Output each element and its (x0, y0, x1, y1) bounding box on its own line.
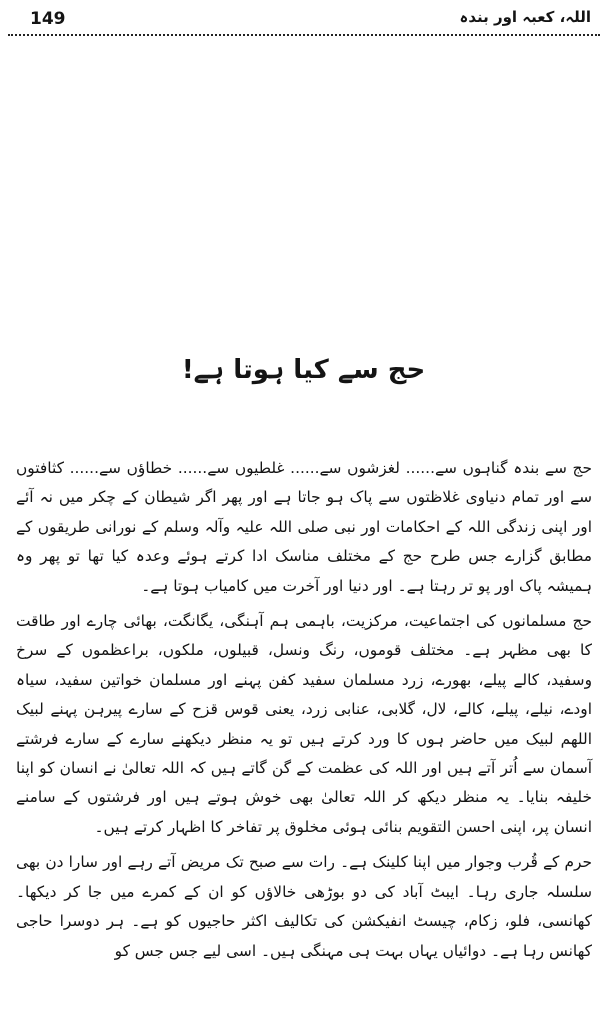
paragraph-2: حج مسلمانوں کی اجتماعیت، مرکزیت، باہمی ہم آہنگی، یگانگت، بھائی چارے اور طاقت کا بھی مظہر ہے۔ مختلف قوموں، رنگ ونسل، قبیلوں، ملکوں، براعظموں کے سرخ وسفید، کالے پیلے، بھورے، زرد مسلمان سفید کفن پہنے اور مسلمان خواتین سفید، سیاہ اودے، نیلے، پیلے، کالے، لال، گلابی، عنابی زرد، یعنی قوس قزح کے سارے پیرہن پہنے لبیک اللھم لبیک میں حاضر ہوں کا ورد کرتے ہیں تو یہ منظر دیکھنے سارے کے سارے فرشتے آسمان سے اُتر آتے ہیں اور اللہ کی عظمت کے گن گاتے ہیں کہ اللہ تعالیٰ نے انسان کو اپنا خلیفہ بنایا۔ یہ منظر دیکھ کر اللہ تعالیٰ بھی خوش ہوتے ہیں اور فرشتوں کے سامنے انسان پر، اپنی احسن التقویم بنائی ہوئی مخلوق پر تفاخر کا اظہار کرتے ہیں۔ (16, 612, 592, 836)
running-title: اللہ، کعبہ اور بندہ (459, 8, 591, 26)
page-number: 149 (30, 9, 66, 29)
page-header (0, 0, 607, 40)
header-dotted-rule (8, 34, 600, 36)
chapter-title: حج سے کیا ہوتا ہے! (181, 355, 426, 385)
body-text (16, 454, 592, 966)
paragraph-1: حج سے بندہ گناہوں سے...... لغزشوں سے...... غلطیوں سے...... خطاؤں سے...... کثافتوں سے اور تمام دنیاوی غلاظتوں سے پاک ہو جاتا ہے اور پھر اگر شیطان کے چکر میں نہ آئے اور اپنی زندگی اللہ کے احکامات اور نبی صلی اللہ علیہ وآلہ وسلم کے نورانی طریقوں کے مطابق گزارے جس طرح حج کے مختلف مناسک ادا کرتے ہوئے وعدہ کیا تھا تو پھر وہ ہمیشہ پاک اور پو تر رہتا ہے۔ اور دنیا اور آخرت میں کامیاب ہوتا ہے۔ (16, 459, 592, 595)
paragraph-3: حرم کے قُرب وجوار میں اپنا کلینک ہے۔ رات سے صبح تک مریض آتے رہے اور سارا دن بھی سلسلہ جاری رہا۔ ایبٹ آباد کی دو بوڑھی خالاؤں کو ان کے کمرے میں جا کر دیکھا۔ کھانسی، فلو، زکام، چیسٹ انفیکشن کی تکالیف اکثر حاجیوں کو ہے۔ ہر دوسرا حاجی کھانس رہا ہے۔ دوائیاں یہاں بہت ہی مہنگی ہیں۔ اسی لیے جس جس کو (16, 853, 592, 960)
